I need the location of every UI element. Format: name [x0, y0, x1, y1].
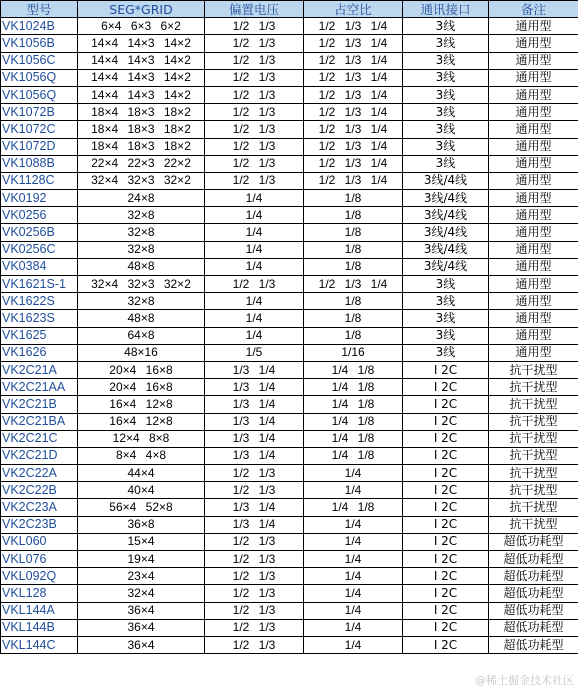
cell-remarks: 超低功耗型	[489, 636, 578, 653]
cell-duty-cycle: 1/2 1/3 1/4	[304, 86, 403, 103]
cell-model: VK2C21AA	[1, 379, 78, 396]
cell-model: VKL060	[1, 533, 78, 550]
cell-duty-cycle: 1/4 1/8	[304, 499, 403, 516]
cell-remarks: 超低功耗型	[489, 551, 578, 568]
table-row	[1, 533, 578, 550]
cell-seg-grid: 32×4	[78, 585, 205, 602]
cell-seg-grid: 18×4 18×3 18×2	[78, 121, 205, 138]
cell-bias-voltage: 1/2 1/3	[205, 482, 304, 499]
cell-seg-grid: 16×4 12×8	[78, 396, 205, 413]
cell-model: VK0192	[1, 190, 78, 207]
cell-model: VK1626	[1, 344, 78, 361]
cell-seg-grid: 20×4 16×8	[78, 361, 205, 378]
table-row	[1, 430, 578, 447]
cell-seg-grid: 32×8	[78, 224, 205, 241]
cell-remarks: 通用型	[489, 241, 578, 258]
cell-remarks: 通用型	[489, 86, 578, 103]
table-header	[1, 1, 578, 18]
cell-interface: I 2C	[403, 413, 489, 430]
cell-duty-cycle: 1/4	[304, 482, 403, 499]
cell-duty-cycle: 1/8	[304, 293, 403, 310]
cell-model: VK1072C	[1, 121, 78, 138]
cell-interface: I 2C	[403, 447, 489, 464]
cell-bias-voltage: 1/3 1/4	[205, 447, 304, 464]
cell-model: VK0256	[1, 207, 78, 224]
cell-model: VK1056C	[1, 52, 78, 69]
cell-duty-cycle: 1/4 1/8	[304, 379, 403, 396]
cell-bias-voltage: 1/2 1/3	[205, 568, 304, 585]
cell-model: VK1128C	[1, 172, 78, 189]
cell-bias-voltage: 1/2 1/3	[205, 86, 304, 103]
cell-duty-cycle: 1/4 1/8	[304, 361, 403, 378]
cell-interface: 3线	[403, 52, 489, 69]
cell-seg-grid: 48×16	[78, 344, 205, 361]
cell-interface: 3线	[403, 35, 489, 52]
cell-interface: I 2C	[403, 585, 489, 602]
cell-remarks: 抗干扰型	[489, 396, 578, 413]
cell-remarks: 通用型	[489, 190, 578, 207]
cell-duty-cycle: 1/8	[304, 258, 403, 275]
table-row	[1, 568, 578, 585]
cell-model: VK2C22B	[1, 482, 78, 499]
cell-remarks: 抗干扰型	[489, 499, 578, 516]
cell-model: VKL128	[1, 585, 78, 602]
cell-bias-voltage: 1/4	[205, 190, 304, 207]
cell-seg-grid: 36×4	[78, 619, 205, 636]
header-interface: 通讯接口	[403, 1, 489, 18]
cell-seg-grid: 24×8	[78, 190, 205, 207]
table-row	[1, 138, 578, 155]
cell-duty-cycle: 1/2 1/3 1/4	[304, 69, 403, 86]
cell-seg-grid: 36×4	[78, 602, 205, 619]
cell-interface: 3线/4线	[403, 258, 489, 275]
cell-duty-cycle: 1/4 1/8	[304, 413, 403, 430]
cell-duty-cycle: 1/4	[304, 619, 403, 636]
cell-bias-voltage: 1/4	[205, 310, 304, 327]
cell-remarks: 超低功耗型	[489, 568, 578, 585]
cell-bias-voltage: 1/2 1/3	[205, 276, 304, 293]
cell-duty-cycle: 1/8	[304, 310, 403, 327]
cell-model: VK2C21A	[1, 361, 78, 378]
cell-model: VK1024B	[1, 18, 78, 35]
cell-interface: 3线	[403, 18, 489, 35]
cell-bias-voltage: 1/4	[205, 207, 304, 224]
table-row	[1, 69, 578, 86]
table-row	[1, 207, 578, 224]
cell-duty-cycle: 1/16	[304, 344, 403, 361]
cell-bias-voltage: 1/2 1/3	[205, 465, 304, 482]
table-row	[1, 293, 578, 310]
cell-model: VK1072B	[1, 104, 78, 121]
cell-model: VK1072D	[1, 138, 78, 155]
cell-duty-cycle: 1/4	[304, 533, 403, 550]
header-model: 型号	[1, 1, 78, 18]
cell-model: VK1621S-1	[1, 276, 78, 293]
cell-interface: 3线	[403, 293, 489, 310]
cell-seg-grid: 18×4 18×3 18×2	[78, 104, 205, 121]
cell-remarks: 抗干扰型	[489, 447, 578, 464]
cell-bias-voltage: 1/2 1/3	[205, 69, 304, 86]
table-row	[1, 155, 578, 172]
table-row	[1, 241, 578, 258]
cell-duty-cycle: 1/4	[304, 602, 403, 619]
cell-duty-cycle: 1/2 1/3 1/4	[304, 155, 403, 172]
table-row	[1, 361, 578, 378]
cell-bias-voltage: 1/3 1/4	[205, 499, 304, 516]
cell-remarks: 通用型	[489, 344, 578, 361]
cell-remarks: 通用型	[489, 18, 578, 35]
cell-duty-cycle: 1/4	[304, 585, 403, 602]
cell-duty-cycle: 1/8	[304, 207, 403, 224]
cell-model: VK2C21B	[1, 396, 78, 413]
cell-bias-voltage: 1/2 1/3	[205, 533, 304, 550]
header-remarks: 备注	[489, 1, 578, 18]
cell-interface: 3线	[403, 327, 489, 344]
cell-interface: 3线	[403, 155, 489, 172]
cell-remarks: 抗干扰型	[489, 379, 578, 396]
table-row	[1, 327, 578, 344]
cell-remarks: 通用型	[489, 35, 578, 52]
cell-model: VK2C23B	[1, 516, 78, 533]
cell-seg-grid: 14×4 14×3 14×2	[78, 86, 205, 103]
cell-remarks: 通用型	[489, 293, 578, 310]
cell-duty-cycle: 1/4	[304, 516, 403, 533]
table-row	[1, 396, 578, 413]
cell-duty-cycle: 1/8	[304, 241, 403, 258]
cell-remarks: 通用型	[489, 172, 578, 189]
cell-bias-voltage: 1/4	[205, 293, 304, 310]
cell-seg-grid: 48×8	[78, 258, 205, 275]
cell-duty-cycle: 1/4	[304, 551, 403, 568]
table-row	[1, 447, 578, 464]
cell-interface: 3线	[403, 310, 489, 327]
cell-bias-voltage: 1/5	[205, 344, 304, 361]
cell-model: VK2C21BA	[1, 413, 78, 430]
cell-bias-voltage: 1/2 1/3	[205, 551, 304, 568]
cell-interface: 3线/4线	[403, 224, 489, 241]
table-body	[1, 18, 578, 654]
cell-model: VK2C23A	[1, 499, 78, 516]
cell-bias-voltage: 1/3 1/4	[205, 396, 304, 413]
cell-seg-grid: 23×4	[78, 568, 205, 585]
cell-remarks: 通用型	[489, 327, 578, 344]
cell-duty-cycle: 1/4 1/8	[304, 396, 403, 413]
cell-interface: 3线/4线	[403, 172, 489, 189]
cell-duty-cycle: 1/2 1/3 1/4	[304, 104, 403, 121]
cell-bias-voltage: 1/4	[205, 327, 304, 344]
cell-bias-voltage: 1/2 1/3	[205, 602, 304, 619]
table-row	[1, 52, 578, 69]
cell-remarks: 抗干扰型	[489, 413, 578, 430]
cell-seg-grid: 14×4 14×3 14×2	[78, 69, 205, 86]
cell-model: VK2C21C	[1, 430, 78, 447]
table-row	[1, 35, 578, 52]
cell-remarks: 通用型	[489, 52, 578, 69]
cell-bias-voltage: 1/2 1/3	[205, 619, 304, 636]
cell-model: VK2C22A	[1, 465, 78, 482]
cell-remarks: 抗干扰型	[489, 430, 578, 447]
cell-remarks: 抗干扰型	[489, 482, 578, 499]
table-row	[1, 104, 578, 121]
cell-model: VKL092Q	[1, 568, 78, 585]
cell-duty-cycle: 1/4	[304, 636, 403, 653]
cell-duty-cycle: 1/8	[304, 327, 403, 344]
cell-bias-voltage: 1/2 1/3	[205, 155, 304, 172]
watermark-text: @稀土掘金技术社区	[475, 674, 574, 687]
table-row	[1, 516, 578, 533]
cell-model: VKL076	[1, 551, 78, 568]
cell-duty-cycle: 1/4 1/8	[304, 430, 403, 447]
cell-bias-voltage: 1/4	[205, 241, 304, 258]
cell-duty-cycle: 1/2 1/3 1/4	[304, 35, 403, 52]
cell-interface: 3线/4线	[403, 241, 489, 258]
cell-seg-grid: 16×4 12×8	[78, 413, 205, 430]
cell-remarks: 超低功耗型	[489, 585, 578, 602]
cell-remarks: 超低功耗型	[489, 602, 578, 619]
table-row	[1, 636, 578, 653]
cell-bias-voltage: 1/2 1/3	[205, 104, 304, 121]
cell-seg-grid: 14×4 14×3 14×2	[78, 52, 205, 69]
cell-duty-cycle: 1/2 1/3 1/4	[304, 18, 403, 35]
cell-model: VK1056B	[1, 35, 78, 52]
cell-interface: 3线	[403, 138, 489, 155]
cell-remarks: 通用型	[489, 138, 578, 155]
table-row	[1, 482, 578, 499]
table-row	[1, 18, 578, 35]
cell-remarks: 通用型	[489, 310, 578, 327]
cell-duty-cycle: 1/2 1/3 1/4	[304, 121, 403, 138]
cell-seg-grid: 8×4 4×8	[78, 447, 205, 464]
cell-interface: 3线	[403, 104, 489, 121]
cell-interface: 3线	[403, 344, 489, 361]
cell-seg-grid: 32×8	[78, 293, 205, 310]
cell-bias-voltage: 1/2 1/3	[205, 138, 304, 155]
cell-bias-voltage: 1/2 1/3	[205, 121, 304, 138]
cell-interface: I 2C	[403, 636, 489, 653]
cell-remarks: 抗干扰型	[489, 516, 578, 533]
cell-remarks: 通用型	[489, 155, 578, 172]
cell-bias-voltage: 1/4	[205, 224, 304, 241]
cell-bias-voltage: 1/2 1/3	[205, 172, 304, 189]
cell-duty-cycle: 1/4	[304, 465, 403, 482]
cell-interface: 3线/4线	[403, 207, 489, 224]
cell-seg-grid: 18×4 18×3 18×2	[78, 138, 205, 155]
cell-bias-voltage: 1/3 1/4	[205, 361, 304, 378]
cell-seg-grid: 12×4 8×8	[78, 430, 205, 447]
cell-seg-grid: 19×4	[78, 551, 205, 568]
table-row	[1, 121, 578, 138]
cell-interface: I 2C	[403, 379, 489, 396]
table-row	[1, 413, 578, 430]
header-row	[1, 1, 578, 18]
cell-duty-cycle: 1/8	[304, 224, 403, 241]
cell-remarks: 通用型	[489, 258, 578, 275]
cell-seg-grid: 64×8	[78, 327, 205, 344]
table-row	[1, 258, 578, 275]
table-row	[1, 602, 578, 619]
cell-interface: I 2C	[403, 533, 489, 550]
cell-bias-voltage: 1/2 1/3	[205, 35, 304, 52]
cell-duty-cycle: 1/4 1/8	[304, 447, 403, 464]
cell-seg-grid: 32×4 32×3 32×2	[78, 172, 205, 189]
table-row	[1, 310, 578, 327]
cell-interface: I 2C	[403, 551, 489, 568]
cell-remarks: 通用型	[489, 69, 578, 86]
cell-remarks: 通用型	[489, 104, 578, 121]
cell-duty-cycle: 1/2 1/3 1/4	[304, 276, 403, 293]
cell-duty-cycle: 1/8	[304, 190, 403, 207]
cell-interface: I 2C	[403, 482, 489, 499]
cell-bias-voltage: 1/2 1/3	[205, 52, 304, 69]
cell-remarks: 超低功耗型	[489, 619, 578, 636]
cell-model: VK1056Q	[1, 69, 78, 86]
cell-seg-grid: 14×4 14×3 14×2	[78, 35, 205, 52]
table-row	[1, 465, 578, 482]
table-row	[1, 499, 578, 516]
cell-model: VK0256B	[1, 224, 78, 241]
cell-duty-cycle: 1/2 1/3 1/4	[304, 172, 403, 189]
cell-model: VK1625	[1, 327, 78, 344]
cell-remarks: 抗干扰型	[489, 465, 578, 482]
cell-seg-grid: 36×4	[78, 636, 205, 653]
cell-seg-grid: 44×4	[78, 465, 205, 482]
cell-remarks: 超低功耗型	[489, 533, 578, 550]
cell-bias-voltage: 1/3 1/4	[205, 516, 304, 533]
cell-remarks: 通用型	[489, 224, 578, 241]
table-row	[1, 224, 578, 241]
cell-bias-voltage: 1/2 1/3	[205, 636, 304, 653]
table-row	[1, 551, 578, 568]
cell-bias-voltage: 1/2 1/3	[205, 18, 304, 35]
table-row	[1, 344, 578, 361]
cell-model: VK1622S	[1, 293, 78, 310]
header-seg-grid: SEG*GRID	[78, 1, 205, 18]
cell-duty-cycle: 1/2 1/3 1/4	[304, 138, 403, 155]
cell-seg-grid: 20×4 16×8	[78, 379, 205, 396]
cell-remarks: 通用型	[489, 276, 578, 293]
cell-interface: 3线	[403, 86, 489, 103]
header-duty-cycle: 占空比	[304, 1, 403, 18]
cell-remarks: 抗干扰型	[489, 361, 578, 378]
cell-interface: I 2C	[403, 465, 489, 482]
cell-seg-grid: 32×8	[78, 241, 205, 258]
cell-seg-grid: 22×4 22×3 22×2	[78, 155, 205, 172]
cell-seg-grid: 32×8	[78, 207, 205, 224]
cell-model: VK0256C	[1, 241, 78, 258]
table-row	[1, 172, 578, 189]
cell-duty-cycle: 1/4	[304, 568, 403, 585]
table-row	[1, 86, 578, 103]
cell-interface: I 2C	[403, 619, 489, 636]
cell-model: VK1088B	[1, 155, 78, 172]
cell-interface: 3线	[403, 69, 489, 86]
cell-interface: I 2C	[403, 516, 489, 533]
cell-seg-grid: 6×4 6×3 6×2	[78, 18, 205, 35]
table-row	[1, 190, 578, 207]
cell-seg-grid: 32×4 32×3 32×2	[78, 276, 205, 293]
cell-interface: 3线	[403, 121, 489, 138]
header-bias-voltage: 偏置电压	[205, 1, 304, 18]
cell-bias-voltage: 1/4	[205, 258, 304, 275]
cell-seg-grid: 56×4 52×8	[78, 499, 205, 516]
cell-bias-voltage: 1/3 1/4	[205, 413, 304, 430]
cell-interface: 3线	[403, 276, 489, 293]
table-row	[1, 585, 578, 602]
cell-remarks: 通用型	[489, 207, 578, 224]
cell-remarks: 通用型	[489, 121, 578, 138]
cell-interface: I 2C	[403, 499, 489, 516]
cell-model: VK2C21D	[1, 447, 78, 464]
cell-duty-cycle: 1/2 1/3 1/4	[304, 52, 403, 69]
cell-interface: I 2C	[403, 430, 489, 447]
cell-interface: I 2C	[403, 602, 489, 619]
cell-interface: I 2C	[403, 568, 489, 585]
cell-bias-voltage: 1/3 1/4	[205, 379, 304, 396]
cell-model: VK0384	[1, 258, 78, 275]
table-row	[1, 619, 578, 636]
cell-seg-grid: 40×4	[78, 482, 205, 499]
cell-interface: I 2C	[403, 396, 489, 413]
cell-model: VK1623S	[1, 310, 78, 327]
cell-model: VK1056Q	[1, 86, 78, 103]
cell-model: VKL144B	[1, 619, 78, 636]
cell-model: VKL144A	[1, 602, 78, 619]
cell-interface: I 2C	[403, 361, 489, 378]
cell-model: VKL144C	[1, 636, 78, 653]
cell-bias-voltage: 1/3 1/4	[205, 430, 304, 447]
table-row	[1, 276, 578, 293]
cell-seg-grid: 15×4	[78, 533, 205, 550]
cell-bias-voltage: 1/2 1/3	[205, 585, 304, 602]
cell-interface: 3线/4线	[403, 190, 489, 207]
table-row	[1, 379, 578, 396]
cell-seg-grid: 48×8	[78, 310, 205, 327]
cell-seg-grid: 36×8	[78, 516, 205, 533]
